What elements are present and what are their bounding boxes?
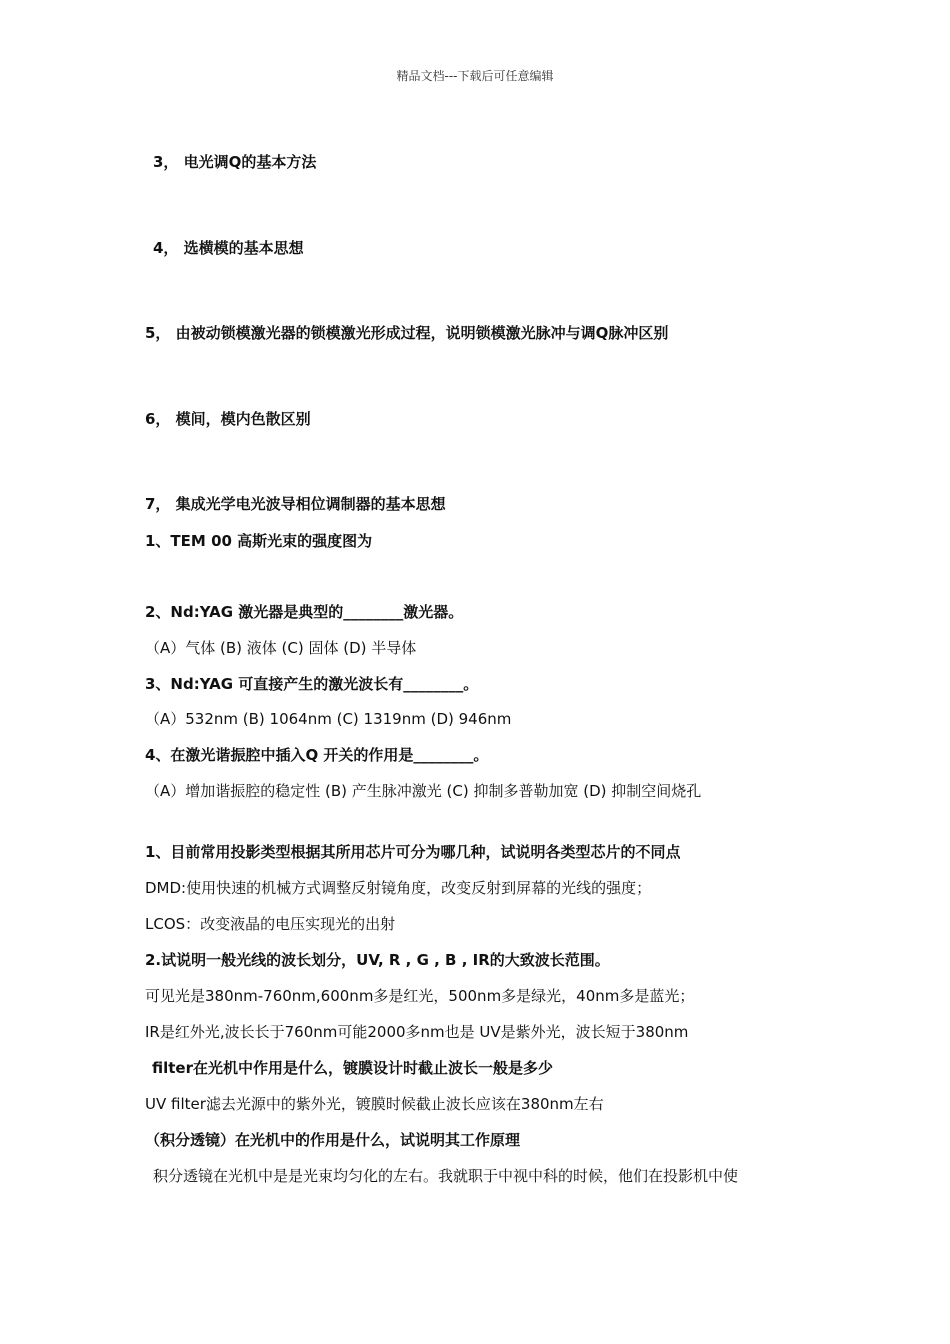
page-header: 精品文档---下载后可任意编辑 [396, 69, 554, 83]
question-heading: 3， 电光调Q的基本方法 [153, 153, 317, 171]
answer-options: （A）气体 (B) 液体 (C) 固体 (D) 半导体 [145, 639, 417, 657]
question-text: 2.试说明一般光线的波长划分，UV, R , G , B , IR的大致波长范围。 [145, 951, 610, 969]
question-heading: 6， 模间，模内色散区别 [145, 410, 311, 428]
question-text: （积分透镜）在光机中的作用是什么，试说明其工作原理 [145, 1131, 521, 1149]
answer-text: 可见光是380nm-760nm,600nm多是红光，500nm多是绿光，40nm多是蓝光； [145, 987, 695, 1005]
question-text: 1、目前常用投影类型根据其所用芯片可分为哪几种，试说明各类型芯片的不同点 [145, 843, 681, 861]
answer-text: LCOS：改变液晶的电压实现光的出射 [145, 915, 396, 933]
question-text: 3、Nd:YAG 可直接产生的激光波长有________。 [145, 675, 479, 693]
question-text: 1、TEM 00 高斯光束的强度图为 [145, 532, 373, 550]
answer-text: IR是红外光,波长长于760nm可能2000多nm也是 UV是紫外光，波长短于380nm [145, 1023, 689, 1041]
answer-options: （A）532nm (B) 1064nm (C) 1319nm (D) 946nm [145, 710, 512, 728]
answer-text: DMD:使用快速的机械方式调整反射镜角度，改变反射到屏幕的光线的强度； [145, 879, 652, 897]
question-heading: 4， 选横模的基本思想 [153, 239, 304, 257]
question-heading: 5， 由被动锁模激光器的锁模激光形成过程，说明锁模激光脉冲与调Q脉冲区别 [145, 324, 669, 342]
question-text: 4、在激光谐振腔中插入Q 开关的作用是________。 [145, 746, 489, 764]
answer-text: UV filter滤去光源中的紫外光，镀膜时候截止波长应该在380nm左右 [145, 1095, 604, 1113]
question-heading: 7， 集成光学电光波导相位调制器的基本思想 [145, 495, 446, 513]
answer-text: 积分透镜在光机中是是光束均匀化的左右。我就职于中视中科的时候，他们在投影机中使 [153, 1167, 739, 1185]
answer-options: （A）增加谐振腔的稳定性 (B) 产生脉冲激光 (C) 抑制多普勒加宽 (D) 抑制空间烧孔 [145, 782, 702, 800]
question-text: 2、Nd:YAG 激光器是典型的________激光器。 [145, 603, 464, 621]
question-text: filter在光机中作用是什么，镀膜设计时截止波长一般是多少 [152, 1059, 554, 1077]
